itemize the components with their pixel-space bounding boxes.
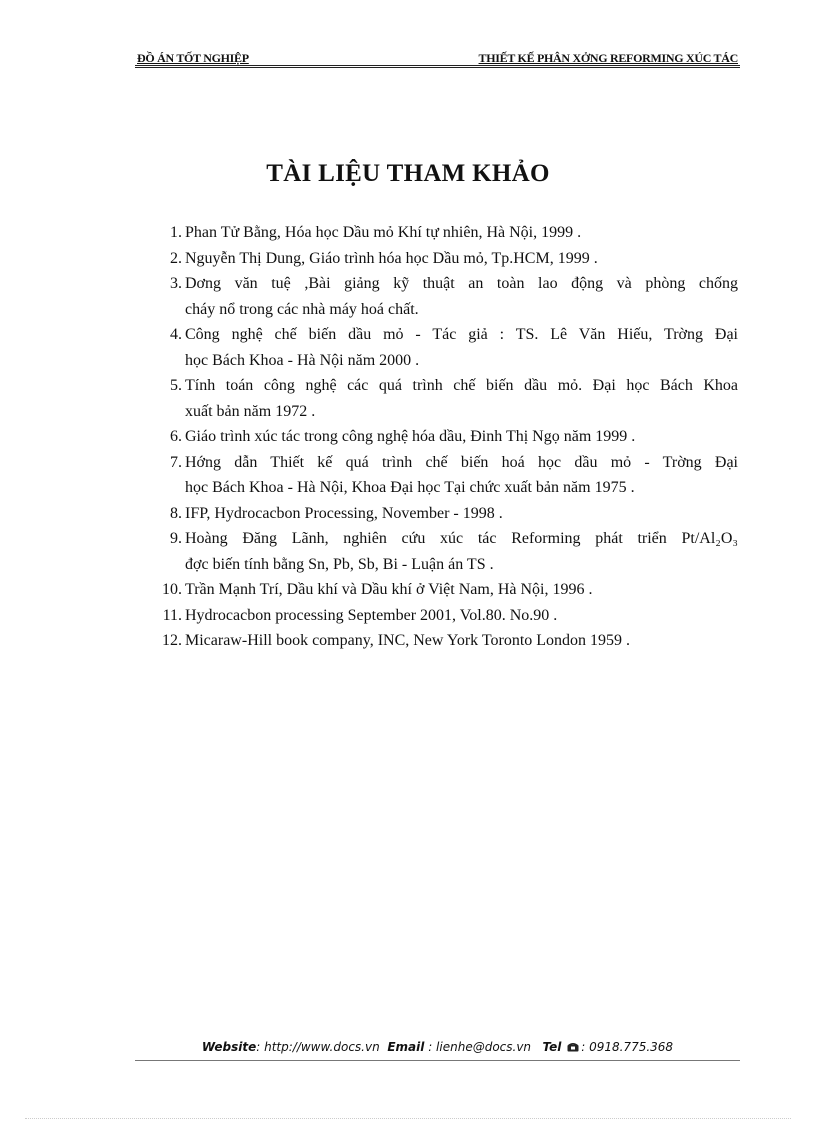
footer-tel-label: Tel <box>542 1040 562 1054</box>
reference-text-line: Hớng dẫn Thiết kế quá trình chế biến hoá học dầu mỏ - Trờng Đại <box>185 453 738 471</box>
reference-text-line: Giáo trình xúc tác trong công nghệ hóa dầu, Đinh Thị Ngọ năm 1999 . <box>185 428 636 445</box>
reference-number: 2. <box>170 249 182 267</box>
reference-item <box>152 450 738 501</box>
header-left-text: ĐỒ ÁN TỐT NGHIỆP <box>137 51 249 65</box>
page-title: TÀI LIỆU THAM KHẢO <box>266 160 550 187</box>
reference-item <box>152 603 738 629</box>
reference-item <box>152 246 738 272</box>
footer-website-label: Website <box>201 1040 257 1054</box>
reference-item <box>152 373 738 424</box>
reference-text-line: đợc biến tính bằng Sn, Pb, Sb, Bi - Luận án TS . <box>185 555 494 573</box>
footer-email-value: : lienhe@docs.vn <box>428 1040 532 1054</box>
bottom-dotted-rule <box>25 1118 791 1119</box>
reference-item <box>152 424 738 450</box>
reference-text-line: Dơng văn tuệ ,Bài giảng kỹ thuật an toàn lao động và phòng chống <box>185 275 738 292</box>
reference-number: 5. <box>170 377 182 394</box>
reference-item <box>152 271 738 322</box>
footer-website-value: : http://www.docs.vn <box>256 1040 380 1054</box>
reference-item <box>152 220 738 246</box>
reference-text-line: Tính toán công nghệ các quá trình chế biến dầu mỏ. Đại học Bách Khoa <box>185 377 738 394</box>
reference-item <box>152 577 738 603</box>
reference-text-line: Phan Tử Bằng, Hóa học Dầu mỏ Khí tự nhiên, Hà Nội, 1999 . <box>185 224 582 241</box>
reference-text-line: Hoàng Đăng Lãnh, nghiên cứu xúc tác Reforming phát triển Pt/Al₂O₃ <box>185 530 738 547</box>
reference-number: 10. <box>162 581 182 598</box>
page-header <box>135 50 740 68</box>
reference-number: 3. <box>170 275 182 292</box>
reference-number: 1. <box>170 224 182 241</box>
reference-number: 11. <box>162 606 182 624</box>
footer-email-label: Email <box>387 1040 425 1054</box>
reference-number: 8. <box>170 504 182 522</box>
page-footer <box>135 1040 740 1061</box>
reference-text-line: xuất bản năm 1972 . <box>185 402 316 420</box>
reference-item <box>152 322 738 373</box>
reference-number: 7. <box>170 453 182 471</box>
reference-text-line: IFP, Hydrocacbon Processing, November - 1998 . <box>185 504 503 522</box>
reference-text-line: học Bách Khoa - Hà Nội năm 2000 . <box>185 351 420 369</box>
reference-number: 9. <box>170 530 182 547</box>
footer-tel-value: : 0918.775.368 <box>581 1040 674 1054</box>
reference-text-line: Hydrocacbon processing September 2001, Vol.80. No.90 . <box>185 606 558 624</box>
reference-text-line: cháy nổ trong các nhà máy hoá chất. <box>185 300 419 318</box>
reference-number: 4. <box>170 326 182 343</box>
reference-text-line: Micaraw-Hill book company, INC, New York Toronto London 1959 . <box>185 632 631 649</box>
reference-item <box>152 501 738 527</box>
reference-text-line: Nguyễn Thị Dung, Giáo trình hóa học Dầu mỏ, Tp.HCM, 1999 . <box>185 249 598 267</box>
reference-text-line: học Bách Khoa - Hà Nội, Khoa Đại học Tại chức xuất bản năm 1975 . <box>185 479 635 496</box>
phone-icon <box>567 1042 579 1052</box>
reference-list <box>152 220 738 654</box>
reference-text-line: Trần Mạnh Trí, Dầu khí và Dầu khí ở Việt Nam, Hà Nội, 1996 . <box>185 581 593 598</box>
reference-item <box>152 526 738 577</box>
header-right-text: THIẾT KẾ PHÂN XỞNG REFORMING XÚC TÁC <box>478 51 738 65</box>
reference-number: 6. <box>170 428 182 445</box>
reference-text-line: Công nghệ chế biến dầu mỏ - Tác giả : TS. Lê Văn Hiếu, Trờng Đại <box>185 326 738 343</box>
reference-number: 12. <box>162 632 182 649</box>
reference-item <box>152 628 738 654</box>
